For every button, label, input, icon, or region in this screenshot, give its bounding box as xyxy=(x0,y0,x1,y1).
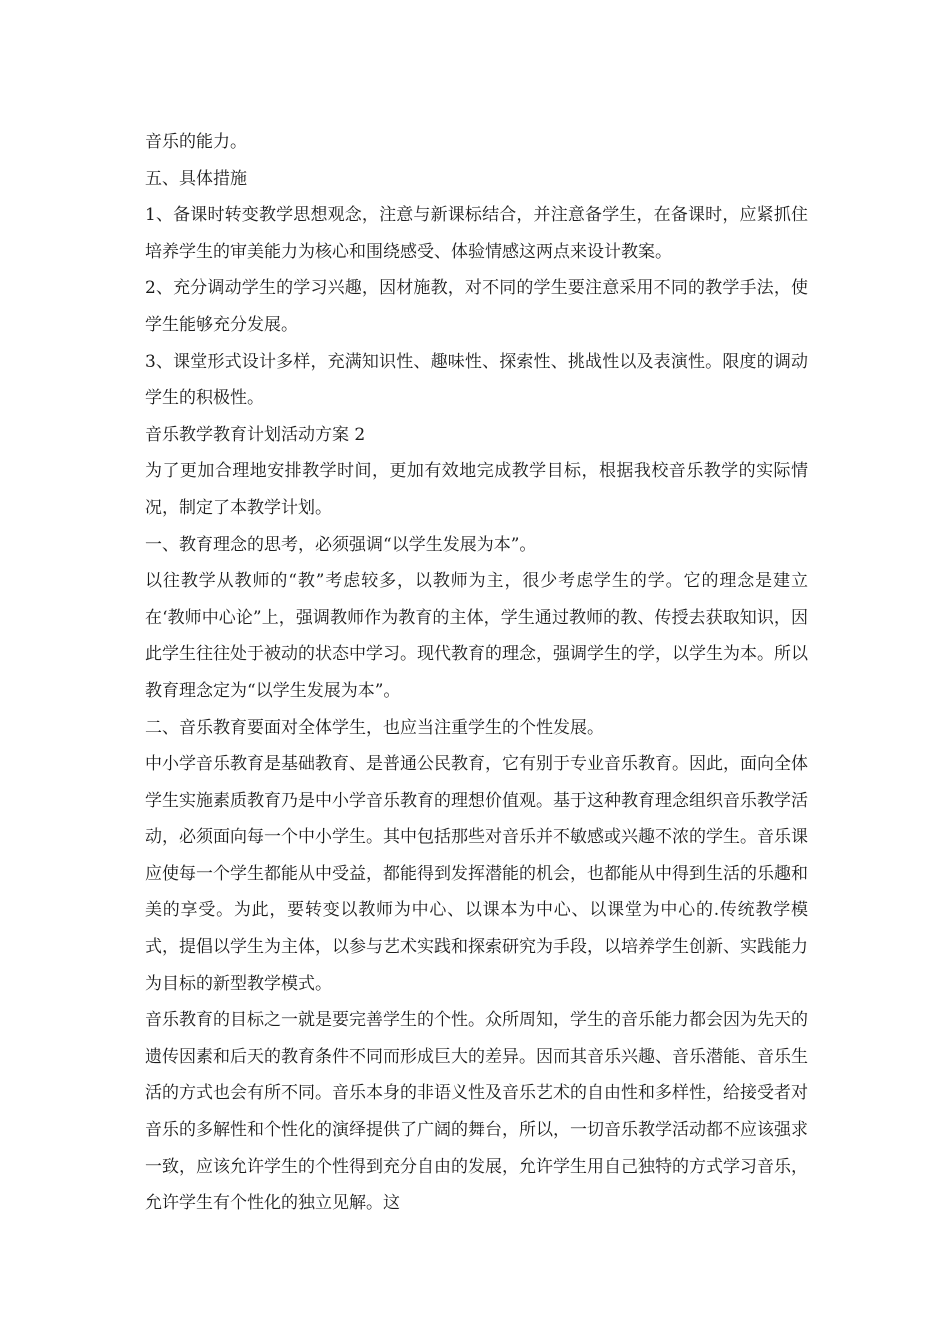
paragraph-measure-3: 3、课堂形式设计多样，充满知识性、趣味性、探索性、挑战性以及表演性。限度的调动学生的积极性。 xyxy=(145,351,808,409)
section-heading-measures: 五、具体措施 xyxy=(145,168,247,189)
section-heading-all-students: 二、音乐教育要面对全体学生，也应当注重学生的个性发展。 xyxy=(145,717,604,738)
paragraph-intro: 为了更加合理地安排教学时间，更加有效地完成教学目标，根据我校音乐教学的实际情况，制定了本教学计划。 xyxy=(145,461,808,518)
paragraph-measure-1: 1、备课时转变教学思想观念，注意与新课标结合，并注意备学生，在备课时，应紧抓住培养学生的审美能力为核心和围绕感受、体验情感这两点来设计教案。 xyxy=(145,205,808,262)
paragraph-philosophy: 以往教学从教师的“教”考虑较多，以教师为主，很少考虑学生的学。它的理念是建立在‘教师中心论”上，强调教师作为教育的主体，学生通过教师的教、传授去获取知识，因此学生往往处于被动的状态中学习。现代教育的理念，强调学生的学，以学生为本。所以教育理念定为“以学生发展为本”。 xyxy=(145,571,808,701)
paragraph-basic-education: 中小学音乐教育是基础教育、是普通公民教育，它有别于专业音乐教育。因此，面向全体学生实施素质教育乃是中小学音乐教育的理想价值观。基于这种教育理念组织音乐教学活动，必须面向每一个中小学生。其中包括那些对音乐并不敏感或兴趣不浓的学生。音乐课应使每一个学生都能从中受益，都能得到发挥潜能的机会，也都能从中得到生活的乐趣和美的享受。为此，要转变以教师为中心、以课本为中心、以课堂为中心的.传统教学模式，提倡以学生为主体，以参与艺术实践和探索研究为手段，以培养学生创新、实践能力为目标的新型教学模式。 xyxy=(145,754,808,994)
section-heading-philosophy: 一、教育理念的思考，必须强调“以学生发展为本”。 xyxy=(145,534,537,555)
plan-title-2: 音乐教学教育计划活动方案 2 xyxy=(145,424,366,445)
paragraph-ability: 音乐的能力。 xyxy=(145,132,247,152)
document-page xyxy=(145,124,808,1222)
paragraph-measure-2: 2、充分调动学生的学习兴趣，因材施教，对不同的学生要注意采用不同的教学手法，使学生能够充分发展。 xyxy=(145,278,808,335)
paragraph-personality: 音乐教育的目标之一就是要完善学生的个性。众所周知，学生的音乐能力都会因为先天的遗传因素和后天的教育条件不同而形成巨大的差异。因而其音乐兴趣、音乐潜能、音乐生活的方式也会有所不同。音乐本身的非语义性及音乐艺术的自由性和多样性，给接受者对音乐的多解性和个性化的演绎提供了广阔的舞台，所以，一切音乐教学活动都不应该强求一致，应该允许学生的个性得到充分自由的发展，允许学生用自己独特的方式学习音乐，允许学生有个性化的独立见解。这 xyxy=(145,1010,808,1214)
